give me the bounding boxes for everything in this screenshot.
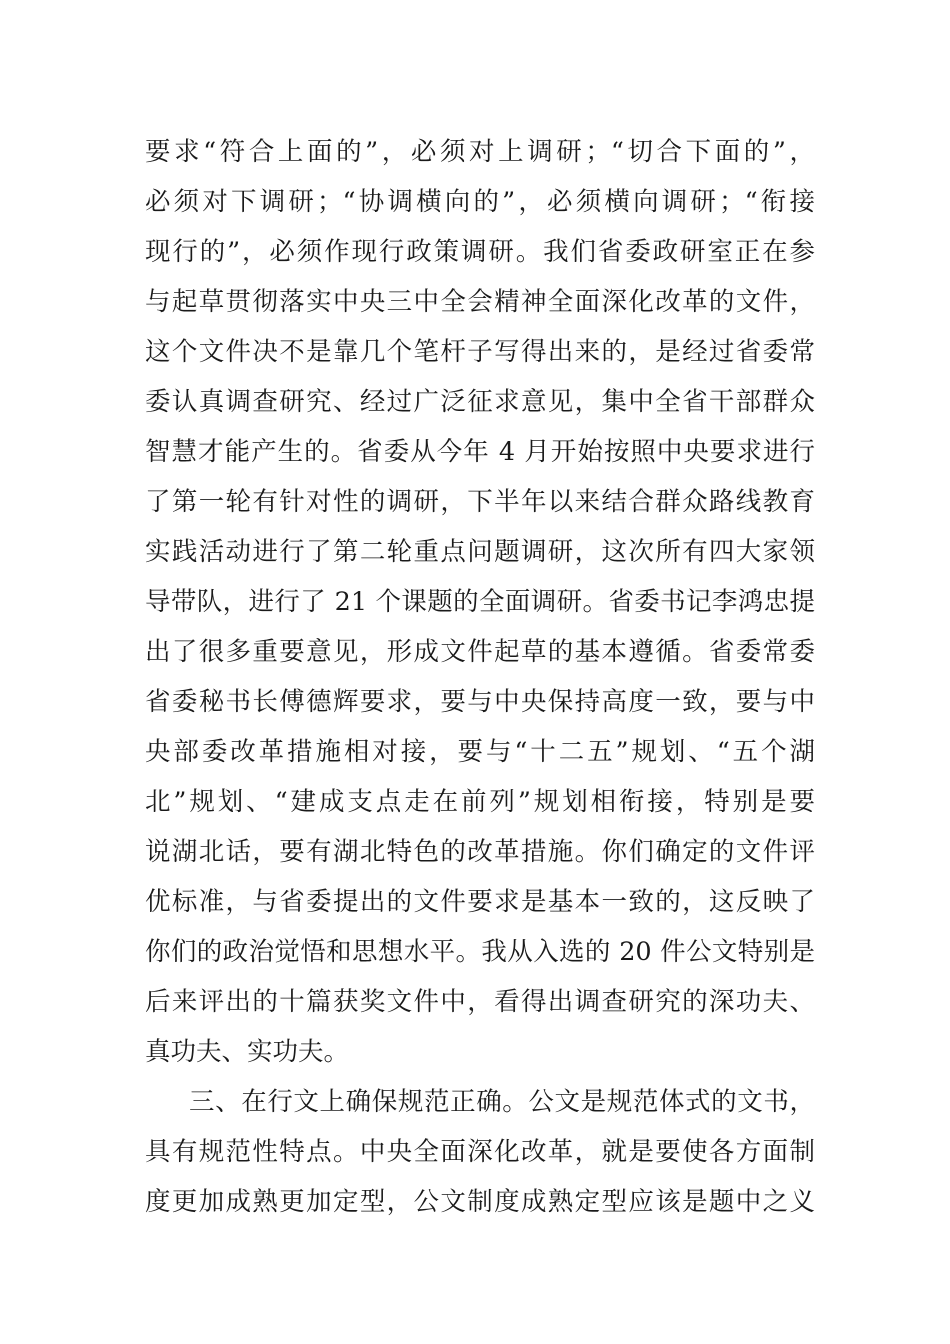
text-line: 现行的”，必须作现行政策调研。我们省委政研室正在参 xyxy=(145,237,815,267)
text-line: 度更加成熟更加定型，公文制度成熟定型应该是题中之义 xyxy=(145,1187,815,1217)
text-line: 了第一轮有针对性的调研，下半年以来结合群众路线教育 xyxy=(145,487,815,517)
text-line: 实践活动进行了第二轮重点问题调研，这次所有四大家领 xyxy=(145,537,815,567)
text-line: 具有规范性特点。中央全面深化改革，就是要使各方面制 xyxy=(145,1137,815,1167)
paragraph-end-line: 真功夫、实功夫。 xyxy=(145,1037,350,1067)
text-line: 智慧才能产生的。省委从今年 4 月开始按照中央要求进行 xyxy=(145,437,815,467)
text-line: 优标准，与省委提出的文件要求是基本一致的，这反映了 xyxy=(145,887,815,917)
document-body xyxy=(145,127,815,1227)
text-line: 后来评出的十篇获奖文件中，看得出调查研究的深功夫、 xyxy=(145,987,815,1017)
text-line: 央部委改革措施相对接，要与“十二五”规划、“五个湖 xyxy=(145,737,815,767)
text-line: 省委秘书长傅德辉要求，要与中央保持高度一致，要与中 xyxy=(145,687,815,717)
text-line: 必须对下调研；“协调横向的”，必须横向调研；“衔接 xyxy=(145,187,815,217)
text-line: 委认真调查研究、经过广泛征求意见，集中全省干部群众 xyxy=(145,387,815,417)
text-line: 与起草贯彻落实中央三中全会精神全面深化改革的文件， xyxy=(145,287,815,317)
text-line: 说湖北话，要有湖北特色的改革措施。你们确定的文件评 xyxy=(145,837,815,867)
text-line: 你们的政治觉悟和思想水平。我从入选的 20 件公文特别是 xyxy=(145,937,815,967)
text-line: 这个文件决不是靠几个笔杆子写得出来的，是经过省委常 xyxy=(145,337,815,367)
text-line: 要求“符合上面的”，必须对上调研；“切合下面的”， xyxy=(145,137,815,167)
text-line: 出了很多重要意见，形成文件起草的基本遵循。省委常委 xyxy=(145,637,815,667)
text-line: 北”规划、“建成支点走在前列”规划相衔接，特别是要 xyxy=(145,787,815,817)
text-line: 导带队，进行了 21 个课题的全面调研。省委书记李鸿忠提 xyxy=(145,587,815,617)
section-heading-line: 三、在行文上确保规范正确。公文是规范体式的文书， xyxy=(189,1087,815,1117)
